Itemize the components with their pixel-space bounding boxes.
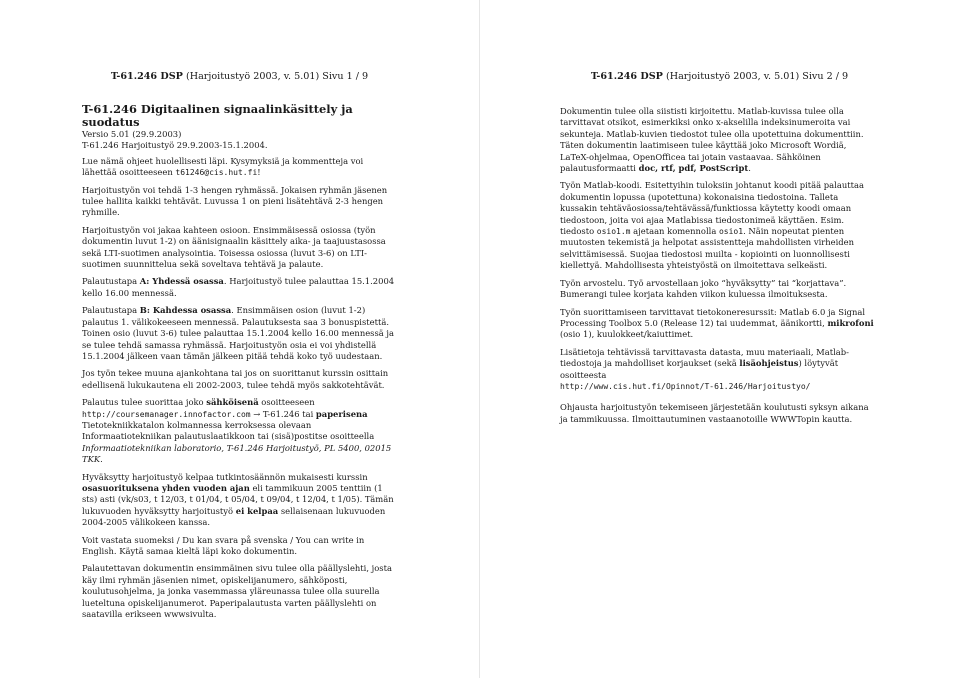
paragraph-instructions: Lue nämä ohjeet huolellisesti läpi. Kysymyksiä ja kommentteja voi lähettää osoitteeseen t61246@cis.hut.fi! [82, 155, 364, 178]
page-2 [480, 0, 959, 678]
paragraph-matlab-code: Työn Matlab-koodi. Esitettyihin tuloksiin johtanut koodi pitää palauttaa dokumentin lopussa (upotettuna) kokonaisina tiedostoina. Talleta kussakin tehtäväosiossa/tehtävässä/funktiossa käytetty koodi omaan tiedostoon, joita voi ajaa Matlabissa tiedostonimeä käyttäen. Esim. tiedosto osio1.m ajetaan komennolla osio1. Näin nopeutat pienten muutosten tekemistä ja helpotat assistentteja mahdollisten virheiden selvittämisessä. Suojaa tiedostosi muilta - kopiointi on luonnollisesti kiellettyä. Mahdollisesta yhteistyöstä on ilmoitettava selkeästi. [560, 180, 864, 271]
paragraph-grading: Työn arvostelu. Työ arvostellaan joko “hyväksytty” tai “korjattava”. Bumerangi tulee korjata kahden viikon kuluessa ilmoituksesta. [560, 277, 847, 300]
paragraph-more-info: Lisätietoja tehtävissä tarvittavasta datasta, muu materiaali, Matlab-tiedostoja ja mahdolliset korjaukset (sekä lisäohjeistus) löytyvät osoitteesta http://www.cis.hut.fi/Opinnot/T-61.246/Harjoitustyo/ [560, 346, 849, 391]
paragraph-resources: Työn suorittamiseen tarvittavat tietokoneresurssit: Matlab 6.0 ja Signal Processing Toolbox 5.0 (Release 12) tai uudemmat, äänikortti, mikrofoni (osio 1), kuulokkeet/kaiuttimet. [560, 306, 874, 340]
page-1-content [82, 103, 397, 626]
header-page-total: 9 [362, 71, 369, 82]
paragraph-return-a: Palautustapa A: Yhdessä osassa. Harjoitustyö tulee palauttaa 15.1.2004 kello 16.00 mennessä. [82, 276, 395, 298]
paragraph-language: Voit vastata suomeksi / Du kan svara på svenska / You can write in English. Käytä samaa kieltä läpi koko dokumentin. [82, 534, 365, 556]
header-page-number: 1 [346, 71, 353, 82]
paragraph-penalty: Jos työn tekee muuna ajankohtana tai jos on suorittanut kurssin osittain edellisenä lukukautena eli 2002-2003, tulee tehdä myös sakkotehtävät. [82, 368, 389, 390]
paragraph-validity: Hyväksytty harjoitustyö kelpaa tutkintosäännön mukaisesti kurssin osasuorituksena yhden vuoden ajan eli tammikuun 2005 tenttiin (1 sts) asti (vk/s03, t 12/03, t 01/04, t 05/04, t 09/04, t 12/04, t 1/05). Tämän lukuvuoden hyväksytty harjoitustyö ei kelpaa sellaisenaan lukuvuoden 2004-2005 välikokeen kanssa. [82, 471, 394, 528]
page-2-header: T-61.246 DSP (Harjoitustyö 2003, v. 5.01) Sivu 2 / 9 [590, 71, 849, 82]
paragraph-submission: Palautus tulee suorittaa joko sähköisenä osoitteeseen http://coursemanager.innofactor.com → T-61.246 tai paperisena Tietotekniikkatalon kolmannessa kerroksessa olevaan Informaatiotekniikan palautuslaatikkoon tai (sisä)postitse osoitteella Informaatiotekniikan laboratorio, T-61.246 Harjoitustyö, PL 5400, 02015 TKK. [82, 397, 392, 465]
page-2-content [560, 106, 878, 431]
course-manager-link[interactable]: http://coursemanager.innofactor.com [82, 409, 251, 419]
paragraph-document-format: Dokumentin tulee olla siististi kirjoitettu. Matlab-kuvissa tulee olla tarvittavat otsikot, esimerkiksi onko x-akselilla indeksinumeroita vai sekunteja. Matlab-kuvien tiedostot tulee olla upotettuina dokumenttiin. Täten dokumentin laatimiseen tulee käyttää joko Microsoft Wordiä, LaTeX-ohjelmaa, OpenOfficea tai jotain vastaavaa. Sähköinen palautusformaatti doc, rtf, pdf, PostScript. [560, 106, 864, 174]
paragraph-cover-page: Palautettavan dokumentin ensimmäinen sivu tulee olla päällyslehti, josta käy ilmi ryhmän jäsenien nimet, opiskelijanumero, sähköposti, koulutusohjelma, ja jonka vasemmassa yläreunassa tulee olla suurella lueteltuna opiskelijanumerot. Paperipalautusta varten päällyslehti on saatavilla erikseen wwwsivulta. [82, 563, 392, 620]
header-info: (Harjoitustyö 2003, v. 5.01) Sivu [182, 71, 347, 82]
header-course-title: T-61.246 DSP [110, 71, 183, 82]
paragraph-sections: Harjoitustyön voi jakaa kahteen osioon. Ensimmäisessä osiossa (työn dokumentin luvut 1-2) on äänisignaalin käsittely aika- ja taajuustasossa sekä LTI-suotimen analysointia. Toisessa osiossa (luvut 3-6) on LTI-suotimen suunnittelua sekä soveltava tehtävä ja palaute. [82, 224, 386, 270]
paragraph-return-b: Palautustapa B: Kahdessa osassa. Ensimmäisen osion (luvut 1-2) palautus 1. välikokeeseen mennessä. Palautuksesta saa 3 bonuspistettä. Toinen osio (luvut 3-6) tulee palauttaa 15.1.2004 kello 16.00 mennessä ja se tulee tehdä samassa ryhmässä. Harjoitustyön osia ei voi yhdistellä 15.1.2004 jälkeen vaan tämän jälkeen pitää tehdä koko työ uudestaan. [82, 305, 395, 361]
document-version: Versio 5.01 (29.9.2003) [82, 129, 182, 139]
header-info: (Harjoitustyö 2003, v. 5.01) Sivu [662, 71, 827, 82]
paragraph-groups: Harjoitustyön voi tehdä 1-3 hengen ryhmässä. Jokaisen ryhmän jäsenen tulee hallita kaikki tehtävät. Luvussa 1 on pieni lisätehtävä 2-3 hengen ryhmille. [82, 184, 388, 218]
header-page-total: 9 [842, 71, 849, 82]
page-1 [0, 0, 479, 678]
document-subtitle: T-61.246 Harjoitustyö 29.9.2003-15.1.2004. [82, 140, 268, 151]
document-title: T-61.246 Digitaalinen signaalinkäsittely ja suodatus [82, 102, 353, 129]
contact-email[interactable]: t61246@cis.hut.fi [175, 168, 258, 178]
page-1-header: T-61.246 DSP (Harjoitustyö 2003, v. 5.01) Sivu 1 / 9 [110, 71, 369, 82]
header-page-number: 2 [826, 71, 833, 82]
course-website-link[interactable]: http://www.cis.hut.fi/Opinnot/T-61.246/Harjoitustyo/ [560, 381, 811, 391]
paragraph-guidance: Ohjausta harjoitustyön tekemiseen järjestetään koulutusti syksyn aikana ja tammikuussa. Ilmoittautuminen vastaanotoille WWWTopin kautta. [560, 402, 869, 424]
header-course-title: T-61.246 DSP [590, 71, 663, 82]
